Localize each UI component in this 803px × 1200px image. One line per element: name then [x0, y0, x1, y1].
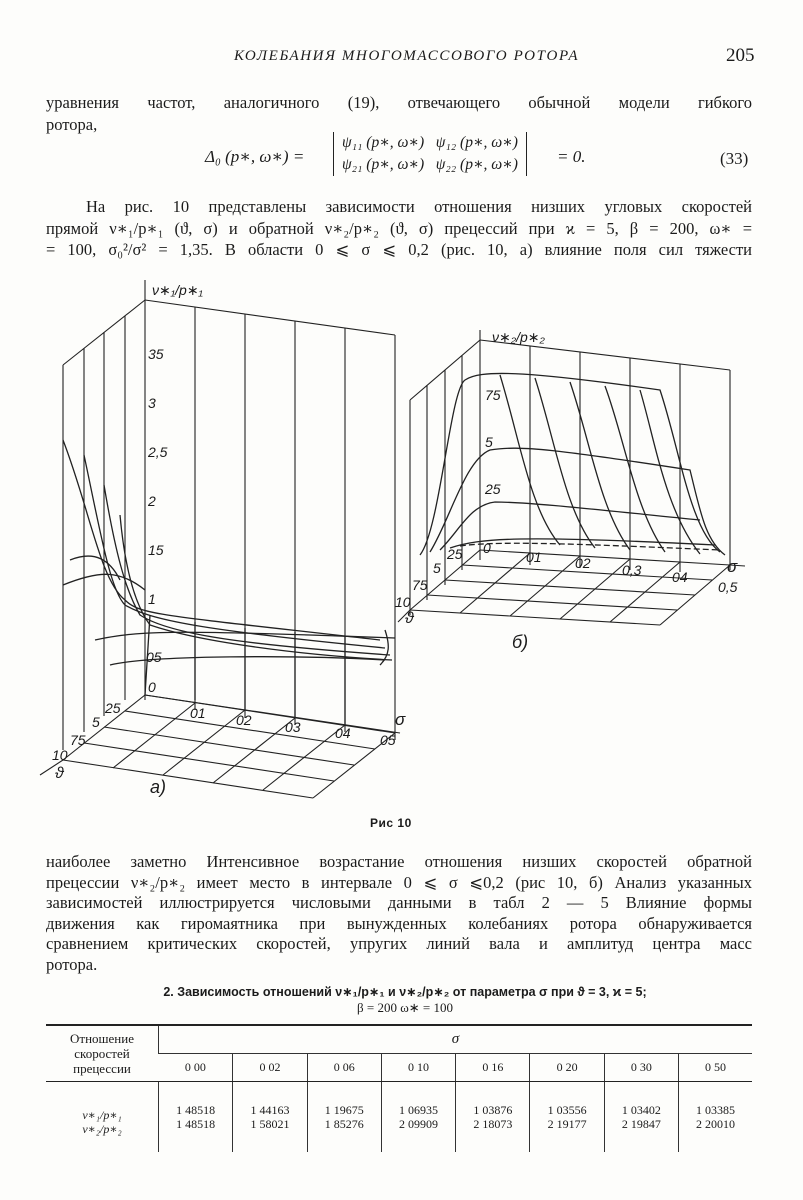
panel-a-z-tick: 05	[146, 649, 162, 665]
panel-b-z-label: ν∗₂/p∗₂	[492, 329, 545, 345]
panel-a-z-tick: 15	[148, 542, 164, 558]
panel-a-z-tick: 0	[148, 679, 156, 695]
panel-a-z-tick: 3	[148, 395, 156, 411]
panel-a-z-tick: 35	[148, 346, 164, 362]
sigma-value: 0 00	[159, 1054, 233, 1082]
text-line: наиболее заметно Интенсивное возрастание отношения низших скоростей обратной	[46, 852, 752, 871]
figure-caption: Рис 10	[370, 816, 412, 830]
panel-a-sigma-tick: 01	[190, 705, 206, 721]
table-row	[46, 1082, 752, 1153]
cell-value: 1 85276	[324, 1117, 364, 1131]
cell-value: 1 03556	[547, 1103, 587, 1117]
matrix-entry: ψ₁₁ (p∗, ω∗)	[342, 134, 425, 151]
panel-a-z-label: ν∗₁/p∗₁	[152, 282, 203, 298]
paragraph-1	[46, 196, 752, 261]
row-labels	[46, 1082, 159, 1153]
matrix-entry: ψ₁₂ (p∗, ω∗)	[435, 134, 518, 151]
text-line: уравнения частот, аналогичного (19), отвечающего обычной модели гибкого	[46, 93, 752, 112]
sigma-value: 0 10	[381, 1054, 455, 1082]
table-caption	[60, 985, 750, 1015]
table-caption-line: 2. Зависимость отношений ν∗₁/p∗₁ и ν∗₂/p∗₂ от параметра σ при ϑ = 3, ϰ = 5;	[163, 985, 647, 999]
panel-a-sigma-tick: 02	[236, 712, 252, 728]
text-line: прямой ν∗₁/p∗₁ (ϑ, σ) и обратной ν∗₂/p∗₂ (ϑ, σ) прецессий при ϰ = 5, β = 200, ω∗ =	[46, 218, 752, 238]
paragraph-2	[46, 852, 752, 975]
panel-b-sigma-tick: 04	[672, 569, 688, 585]
determinant	[333, 132, 527, 176]
matrix-entry: ψ₂₁ (p∗, ω∗)	[342, 156, 425, 173]
panel-a-label: а)	[150, 777, 167, 797]
cell-value: 1 58021	[250, 1117, 290, 1131]
sigma-value: 0 30	[604, 1054, 678, 1082]
panel-a-theta-tick: 75	[70, 732, 86, 748]
panel-a-theta-tick: 5	[92, 714, 100, 730]
panel-b-sigma-tick: 01	[526, 549, 542, 565]
panel-a-theta-label: ϑ	[55, 765, 64, 782]
table-caption-line: β = 200 ω∗ = 100	[357, 1000, 453, 1015]
panel-a-z-tick: 2,5	[148, 444, 168, 460]
cell-value: 2 09909	[399, 1117, 439, 1131]
panel-a-sigma-tick: 04	[335, 725, 351, 741]
panel-b-z-tick: 25	[485, 481, 501, 497]
panel-b-z-tick: 5	[485, 434, 493, 450]
cell-value: 1 48518	[176, 1117, 216, 1131]
text-line: = 100, σ₀²/σ² = 1,35. В области 0 ⩽ σ ⩽ 0,2 (рис. 10, а) влияние поля сил тяжести	[46, 240, 752, 259]
sigma-value: 0 06	[307, 1054, 381, 1082]
row-label: ν∗₂/p∗₂	[82, 1122, 122, 1136]
panel-b-theta-tick: 25	[447, 546, 463, 562]
formula-rhs: = 0.	[557, 147, 586, 166]
table-cell	[604, 1082, 678, 1153]
cell-value: 1 03876	[473, 1103, 513, 1117]
sigma-value: 0 02	[233, 1054, 307, 1082]
sigma-value: 0 50	[679, 1054, 752, 1082]
page-number: 205	[726, 45, 755, 66]
data-table	[46, 1024, 752, 1152]
cell-value: 1 03402	[621, 1103, 661, 1117]
table-cell	[233, 1082, 307, 1153]
row-header-line: прецессии	[73, 1061, 131, 1076]
cell-value: 2 18073	[473, 1117, 513, 1131]
row-label: ν∗₁/p∗₁	[82, 1108, 122, 1122]
cell-value: 1 44163	[250, 1103, 290, 1117]
text-line: ротора.	[46, 954, 98, 974]
cell-value: 1 48518	[176, 1103, 216, 1117]
table-cell	[530, 1082, 604, 1153]
cell-value: 1 19675	[324, 1103, 364, 1117]
cell-value: 2 20010	[696, 1117, 736, 1131]
text-line: прецессии ν∗₂/p∗₂ имеет место в интервале 0 ⩽ σ ⩽0,2 (рис 10, б) Анализ указанных	[46, 872, 752, 892]
text-line: движения как гиромаятника при вынужденных колебаниях ротора обнаруживается	[46, 913, 752, 933]
equation-number: (33)	[720, 149, 749, 168]
panel-a-z-tick: 2	[148, 493, 156, 509]
table-cell	[456, 1082, 530, 1153]
figure-10	[0, 270, 803, 810]
cell-value: 2 19177	[547, 1117, 587, 1131]
table-cell	[381, 1082, 455, 1153]
panel-b-theta-tick: 5	[433, 560, 441, 576]
panel-b-sigma-tick: 02	[575, 555, 591, 571]
row-header-line: скоростей	[74, 1046, 130, 1061]
panel-b-sigma-tick: 0	[483, 540, 491, 556]
text-line: ротора,	[46, 114, 98, 134]
panel-b-surface	[420, 373, 725, 555]
panel-b-theta-tick: 75	[412, 577, 428, 593]
row-header-cell	[46, 1025, 159, 1082]
intro-paragraph	[46, 92, 752, 135]
matrix-entry: ψ₂₂ (p∗, ω∗)	[435, 156, 518, 173]
running-title: КОЛЕБАНИЯ МНОГОМАССОВОГО РОТОРА	[234, 48, 580, 64]
table-cell	[679, 1082, 752, 1153]
cell-value: 1 06935	[399, 1103, 439, 1117]
sigma-value: 0 16	[456, 1054, 530, 1082]
row-header-line: Отношение	[70, 1031, 134, 1046]
panel-b-sigma-tick: 0,3	[622, 562, 642, 578]
sigma-value: 0 20	[530, 1054, 604, 1082]
text-line: На рис. 10 представлены зависимости отношения низших угловых скоростей	[86, 197, 752, 216]
cell-value: 2 19847	[621, 1117, 661, 1131]
sigma-header: σ	[159, 1025, 753, 1054]
cell-value: 1 03385	[696, 1103, 736, 1117]
panel-a-z-tick: 1	[148, 591, 156, 607]
panel-b-theta-label: ϑ	[405, 610, 414, 627]
text-line: зависимостей иллюстрируется числовыми данными в табл 2 — 5 Влияние формы	[46, 893, 752, 912]
panel-b-z-tick: 75	[485, 387, 501, 403]
panel-b-theta-tick: 10	[395, 594, 411, 610]
panel-b-sigma-tick: 0,5	[718, 579, 738, 595]
table-cell	[307, 1082, 381, 1153]
panel-b-label: б)	[512, 632, 529, 652]
formula-lhs: Δ₀ (p∗, ω∗) =	[205, 147, 305, 166]
panel-a-theta-tick: 10	[52, 747, 68, 763]
panel-b-sigma-label: σ	[727, 557, 738, 576]
panel-a-theta-tick: 25	[105, 700, 121, 716]
panel-a-sigma-tick: 03	[285, 719, 301, 735]
table-cell	[159, 1082, 233, 1153]
panel-a-sigma-label: σ	[395, 710, 406, 729]
text-line: сравнением критических скоростей, упругих линий вала и амплитуд центра масс	[46, 934, 752, 953]
panel-a-floor	[40, 695, 400, 798]
panel-a-sigma-tick: 05	[380, 732, 396, 748]
